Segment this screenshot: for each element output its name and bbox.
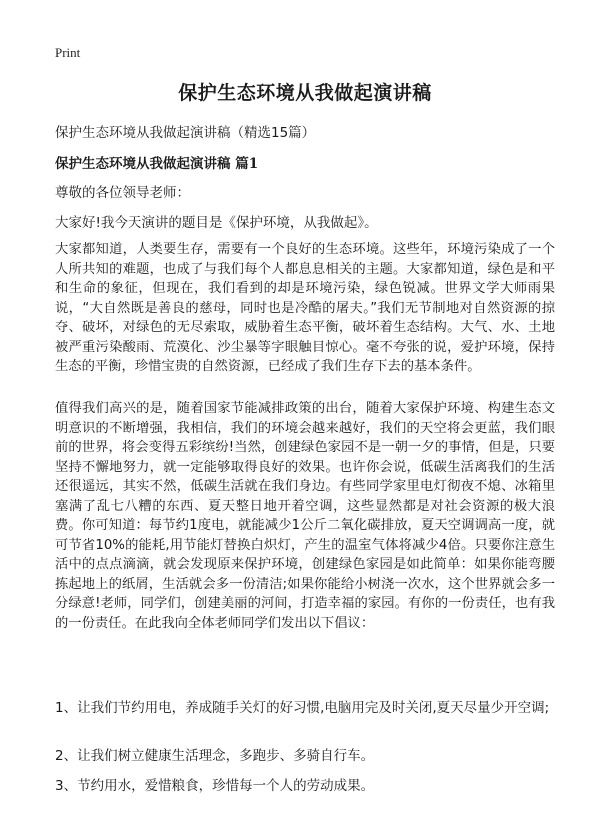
proposal-item: 2、让我们树立健康生活理念，多跑步、多骑自行车。 bbox=[55, 748, 375, 764]
salutation: 尊敬的各位领导老师： bbox=[55, 185, 190, 201]
print-link[interactable]: Print bbox=[55, 45, 81, 60]
intro-line: 大家好!我今天演讲的题目是《保护环境，从我做起》。 bbox=[55, 215, 378, 231]
body-paragraph: 值得我们高兴的是，随着国家节能减排政策的出台，随着大家保护环境、构建生态文明意识的不断增强，我相信，我们的环境会越来越好，我们的天空将会更蓝，我们眼前的世界，将会变得五彩缤纷!当然，创建绿色家园不是一朝一夕的事情，但是，只要坚持不懈地努力，就一定能够取得良好的效果。也许你会说，低碳生活离我们的生活还很遥远，其实不然，低碳生活就在我们身边。有些同学家里电灯彻夜不熄、冰箱里塞满了乱七八糟的东西、夏天整日地开着空调，这些显然都是对社会资源的极大浪费。你可知道：每节约1度电，就能减少1公斤二氧化碳排放，夏天空调调高一度，就可节省10%的能耗,用节能灯替换白炽灯，产生的温室气体将减少4倍。只要你注意生活中的点点滴滴，就会发现原来保护环境，创建绿色家园是如此简单：如果你能弯腰拣起地上的纸屑，生活就会多一份清洁;如果你能给小树浇一次水，这个世界就会多一分绿意!老师，同学们，创建美丽的河间，打造幸福的家园。有你的一份责任，也有我的一份责任。在此我向全体老师同学们发出以下倡议： bbox=[55, 401, 555, 631]
body-paragraph: 大家都知道，人类要生存，需要有一个良好的生态环境。这些年，环境污染成了一个人所共知的难题，也成了与我们每个人都息息相关的主题。大家都知道，绿色是和平和生命的象征，但现在，我们看到的却是环境污染，绿色锐减。世界文学大师雨果说，“大自然既是善良的慈母，同时也是冷酷的屠夫。”我们无节制地对自然资源的掠夺、破坏，对绿色的无尽索取，威胁着生态平衡，破坏着生态结构。大气、水、土地被严重污染酸雨、荒漠化、沙尘暴等字眼触目惊心。毫不夸张的说，爱护环境，保持生态的平衡，珍惜宝贵的自然资源，已经成了我们生存下去的基本条件。 bbox=[55, 242, 555, 374]
proposal-item: 1、让我们节约用电，养成随手关灯的好习惯,电脑用完及时关闭,夏天尽量少开空调; bbox=[55, 700, 550, 716]
proposal-item: 3、节约用水，爱惜粮食，珍惜每一个人的劳动成果。 bbox=[55, 778, 375, 794]
document-subtitle: 保护生态环境从我做起演讲稿（精选15篇） bbox=[55, 125, 316, 141]
section-heading: 保护生态环境从我做起演讲稿 篇1 bbox=[55, 156, 259, 172]
page-title: 保护生态环境从我做起演讲稿 bbox=[178, 82, 432, 104]
